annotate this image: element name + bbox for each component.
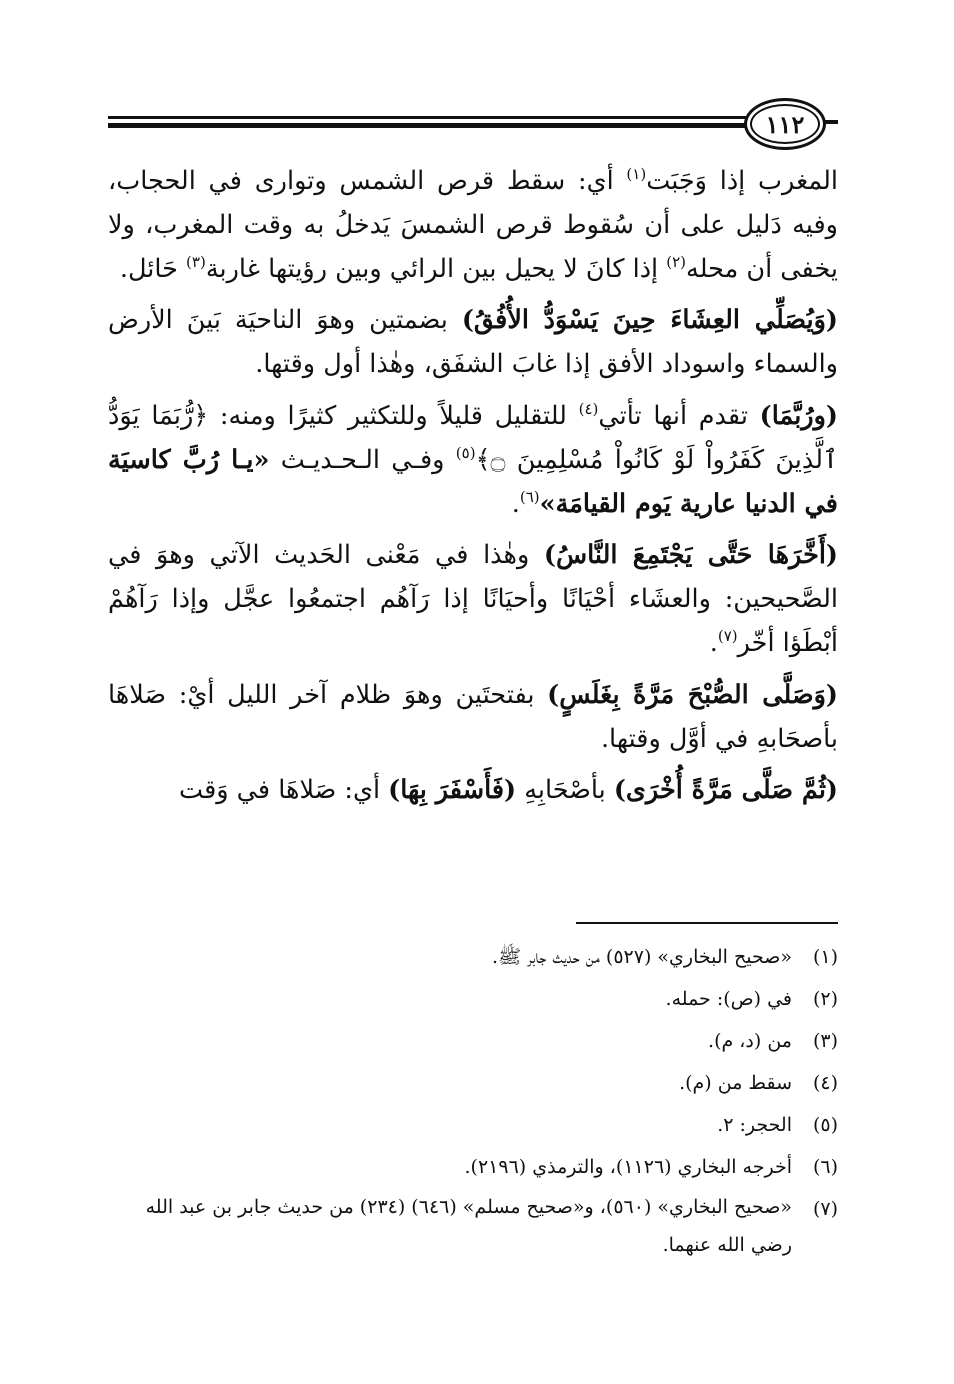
text: بأصْحَابِهِ [516,775,614,806]
text: وهٰذا في مَعْنى الحَديث الآتي وهوَ في الصَّحيحين: والعشَاء أحْيَانًا وأحيَانًا إذا رَآهُم اجتمعُوا عجَّل وإذا رَآهُمْ أبْطَؤا أخّر [108,540,838,658]
footnote-text: «صحيح البخاري» (٥٦٠)، و«صحيح مسلم» (٦٤٦) (٢٣٤) من حديث جابر بن عبد الله رضي الله عنهما. [145,1196,792,1256]
footnote-ref-3[interactable]: (٣) [186,252,206,271]
matn-quote: (وَيُصَلِّي العِشَاءَ حِينَ يَسْوَدُّ الأُفُقُ) [461,305,838,336]
page-header [108,96,838,156]
footnote-text: الحجر: ٢. [717,1114,792,1136]
footnote-text: أخرجه البخاري (١١٢٦)، والترمذي (٢١٩٦). [464,1156,792,1178]
matn-quote: (فَأَسْفَرَ بِهَا) [388,775,517,806]
footnote-separator [576,922,838,924]
matn-quote: (أَخَّرَهَا حَتَّى يَجْتَمِعَ النَّاسُ) [543,540,838,571]
footnote-item [108,1062,838,1104]
footnote-item [108,1188,838,1264]
text: تقدم أنها تأتي [598,400,760,431]
text: للتقليل قليلاً وللتكثير كثيرًا ومنه: [208,400,579,431]
footnote-number: (١) [812,946,838,968]
text: أي: سقط قرص الشمس وتوارى في الحجاب، وفيه دَليل على أن سُقوط قرص الشمسَ يَدخلُ به وقت المغرب، ولا يخفى أن محله [108,166,838,284]
hadith-quote: «يـا رُبَّ كاسيَة في الدنيا عارية يَوم القيامَة» [108,444,838,519]
paragraph-5 [108,674,838,762]
text: حَائل. [119,253,187,284]
text: بضمتين وهوَ الناحيَة بَينَ الأرض والسماء واسوداد الأفق إذا غابَ الشفَق، وهٰذا أول وقتها. [108,305,838,380]
footnote-ref-7[interactable]: (٧) [717,626,738,645]
text: وفـي الـحـديـث [269,444,456,475]
footnote-ref-6[interactable]: (٦) [519,487,540,506]
footnote-ref-2[interactable]: (٢) [666,252,687,271]
footnote-ref-1[interactable]: (١) [626,165,647,183]
footnote-number: (٤) [812,1072,838,1094]
text: . [709,627,718,658]
footnote-number: (٢) [812,988,838,1010]
footnote-item [108,978,838,1020]
main-text [108,160,838,821]
footnote-ref-5[interactable]: (٥) [455,443,476,462]
text: . [511,488,520,519]
footnote-number: (٦) [812,1156,838,1178]
paragraph-2 [108,299,838,387]
footnote-text: من (د، م). [708,1030,792,1052]
footnote-text: «صحيح البخاري» (٥٢٧) من حديث جابر ﷺ. [492,946,792,968]
text: المغرب إذا وَجَبَت [646,166,838,196]
paragraph-1 [108,160,838,291]
header-rule-thin [108,116,748,119]
footnote-item [108,936,838,978]
paragraph-6 [108,769,838,813]
matn-quote: (وَصَلَّى الصُّبْحَ مَرَّةً بِغَلَسٍ) [547,679,838,710]
footnotes [108,936,838,1264]
footnote-item [108,1020,838,1062]
text: أي: صَلاهَا في وَقت [179,775,389,806]
footnote-number: (٧) [812,1198,838,1220]
footnote-number: (٣) [812,1030,838,1052]
footnote-item [108,1104,838,1146]
paragraph-4 [108,534,838,665]
paragraph-3 [108,395,838,526]
text: بفتحتَين وهوَ ظلام آخر الليل أيْ: صَلاهَا بأصحَابهِ في أوَّل وقتها. [108,679,838,754]
footnote-text: في (ص): حمله. [665,988,792,1010]
header-rule-thick [108,123,748,128]
footnote-number: (٥) [812,1114,838,1136]
matn-quote: (ورُبَّمَا) [759,400,838,431]
footnote-text: سقط من (م). [679,1072,792,1094]
page-number: ١١٢ [744,98,826,150]
footnote-item [108,1146,838,1188]
footnote-ref-4[interactable]: (٤) [578,399,599,418]
matn-quote: (ثُمَّ صَلَّى مَرَّةً أُخْرَى) [613,775,838,806]
text: إذا كانَ لا يحيل بين الرائي وبين رؤيتها غاربة [205,253,667,284]
quran-verse: ﴿رُّبَمَا يَوَدُّ ٱلَّذِينَ كَفَرُواْ لَوْ كَانُواْ مُسْلِمِينَ ۝﴾ [108,400,838,475]
